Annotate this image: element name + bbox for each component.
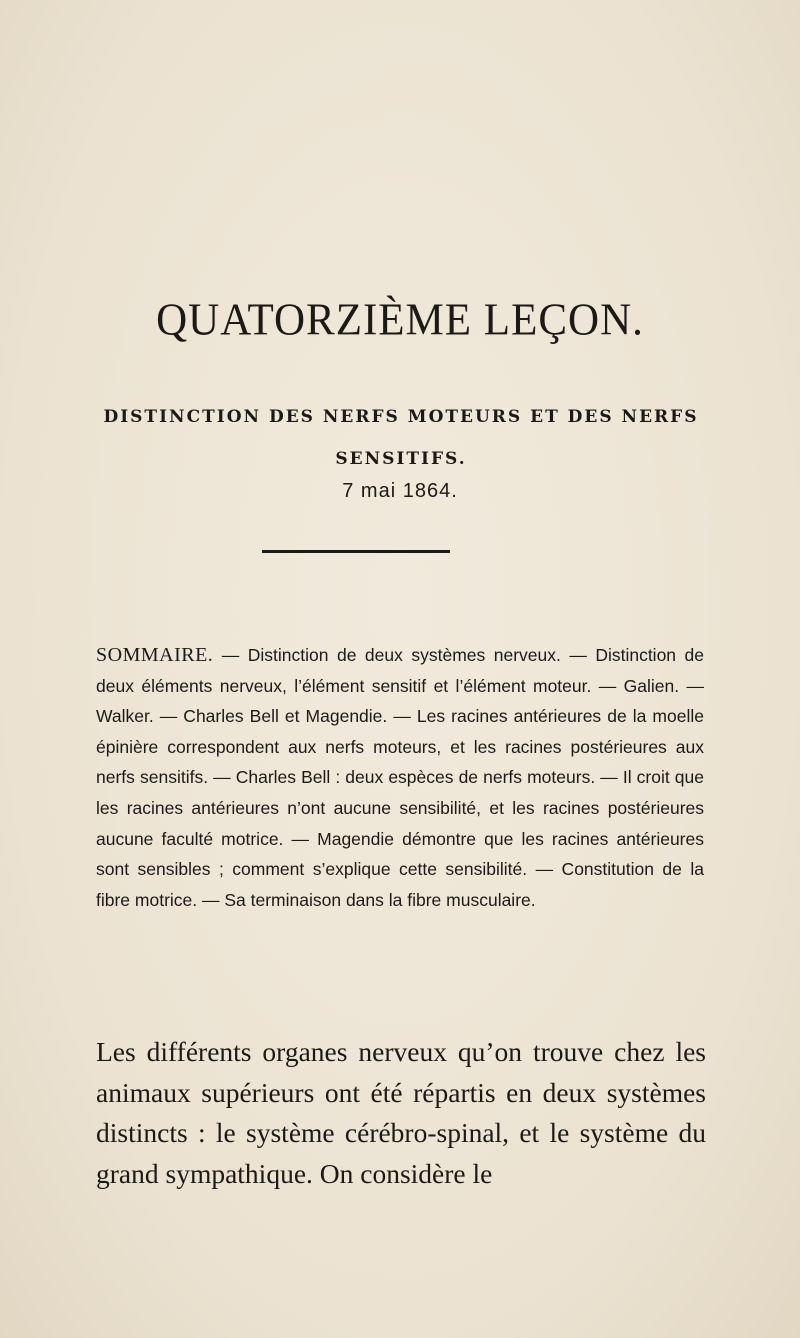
lesson-subtitle: DISTINCTION DES NERFS MOTEURS ET DES NERFS SENSITIFS. [103,407,699,469]
separator-rule [262,550,450,553]
summary-text: — Distinction de deux systèmes nerveux. — Distinction de deux éléments nerveux, l’élément sensitif et l’élément moteur. — Galien. — Walker. — Charles Bell et Magendie. — Les racines antérieures de la moelle épinière correspondent aux nerfs moteurs, et les racines postérieures aux nerfs sensitifs. — Charles Bell : deux espèces de nerfs moteurs. — Il croit que les racines antérieures n’ont aucune sensibilité, et les racines postérieures aucune faculté motrice. — Magendie démontre que les racines antérieures sont sensibles ; comment s’explique cette sensibilité. — Constitution de la fibre motrice. — Sa terminaison dans la fibre musculaire. [96,645,704,910]
summary-label: SOMMAIRE. [96,644,214,666]
lesson-title: QUATORZIÈME LEÇON. [156,295,644,346]
summary-paragraph [96,640,704,915]
lesson-date: 7 mai 1864. [342,480,458,502]
body-paragraph: Les différents organes nerveux qu’on trouve chez les animaux supérieurs ont été répartis en deux systèmes distincts : le système cérébro-spinal, et le système du grand sympathique. On considère le [96,1036,706,1189]
